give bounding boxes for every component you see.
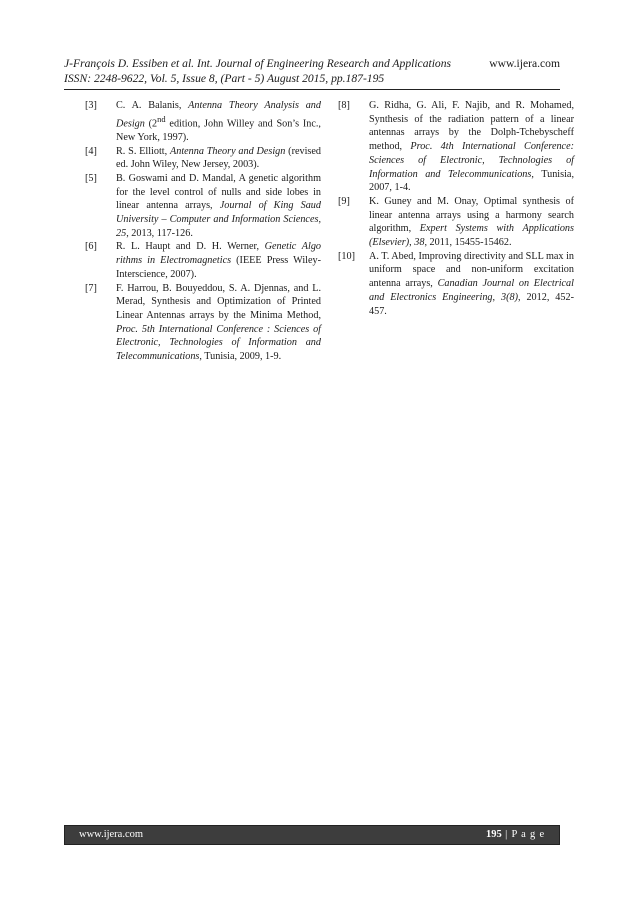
- footer-page-label: [486, 829, 545, 840]
- reference-text: C. A. Balanis, Antenna Theory Analysis and Design (2nd edition, John Willey and Son’s Inc., New York, 1997).: [116, 100, 321, 143]
- header-rule: [64, 89, 560, 90]
- reference-entry: [338, 99, 574, 195]
- page-header: [64, 56, 560, 86]
- reference-entry: [85, 99, 321, 145]
- reference-text: A. T. Abed, Improving directivity and SLL max in uniform space and non-uniform excitation antenna arrays, Canadian Journal on Electrical and Electronics Engineering, 3(8), 2012, 452-457.: [369, 250, 574, 317]
- reference-entry: [338, 195, 574, 250]
- reference-text: R. L. Haupt and D. H. Werner, Genetic Algo rithms in Electromagnetics (IEEE Press Wiley-Interscience, 2007).: [116, 241, 322, 280]
- reference-text: R. S. Elliott, Antenna Theory and Design (revised ed. John Wiley, New Jersey, 2003).: [116, 145, 321, 171]
- reference-number: [7]: [85, 282, 97, 294]
- reference-number: [6]: [85, 241, 97, 253]
- reference-number: [8]: [338, 100, 350, 111]
- journal-citation: J-François D. Essiben et al. Int. Journal of Engineering Research and Applications: [64, 57, 452, 70]
- reference-number: [3]: [85, 100, 97, 111]
- reference-text: B. Goswami and D. Mandal, A genetic algorithm for the level control of nulls and side lobes in linear antenna arrays, Journal of King Saud University – Computer and Information Sciences, 25, 2013, 117-126.: [116, 172, 321, 239]
- reference-text: G. Ridha, G. Ali, F. Najib, and R. Mohamed, Synthesis of the radiation pattern of a linear antennas arrays by the Dolph-Tchebyscheff method, Proc. 4th International Conference: Sciences of Electronic, Technologies of Information and Telecommunications, Tunisia, 2007, 1-4.: [369, 100, 574, 194]
- reference-entry: [85, 282, 321, 364]
- page-suffix: | P a g e: [501, 829, 545, 840]
- reference-number: [9]: [338, 195, 350, 207]
- reference-number: [5]: [85, 172, 97, 184]
- reference-text: K. Guney and M. Onay, Optimal synthesis of linear antenna arrays using a harmony search algorithm, Expert Systems with Applications (Elsevier), 38, 2011, 15455-15462.: [369, 195, 574, 249]
- references-right-column: [338, 99, 574, 318]
- page-number: 195: [486, 829, 502, 840]
- header-line-1: [64, 56, 560, 71]
- reference-text: F. Harrou, B. Bouyeddou, S. A. Djennas, and L. Merad, Synthesis and Optimization of Printed Linear Antennas arrays by the Minima Method, Proc. 5th International Conference : Sciences of Electronic, Technologies of Information and Telecommunications, Tunisia, 2009, 1-9.: [116, 282, 321, 363]
- reference-entry: [85, 172, 321, 241]
- issn-citation: ISSN: 2248-9622, Vol. 5, Issue 8, (Part - 5) August 2015, pp.187-195: [64, 72, 385, 85]
- references-left-column: [85, 99, 321, 364]
- reference-number: [4]: [85, 145, 97, 157]
- reference-entry: [85, 145, 321, 172]
- page-footer: [64, 825, 560, 845]
- footer-website: www.ijera.com: [79, 829, 144, 840]
- header-website: www.ijera.com: [489, 57, 560, 70]
- reference-number: [10]: [338, 250, 355, 262]
- reference-entry: [338, 250, 574, 319]
- reference-entry: [85, 240, 321, 281]
